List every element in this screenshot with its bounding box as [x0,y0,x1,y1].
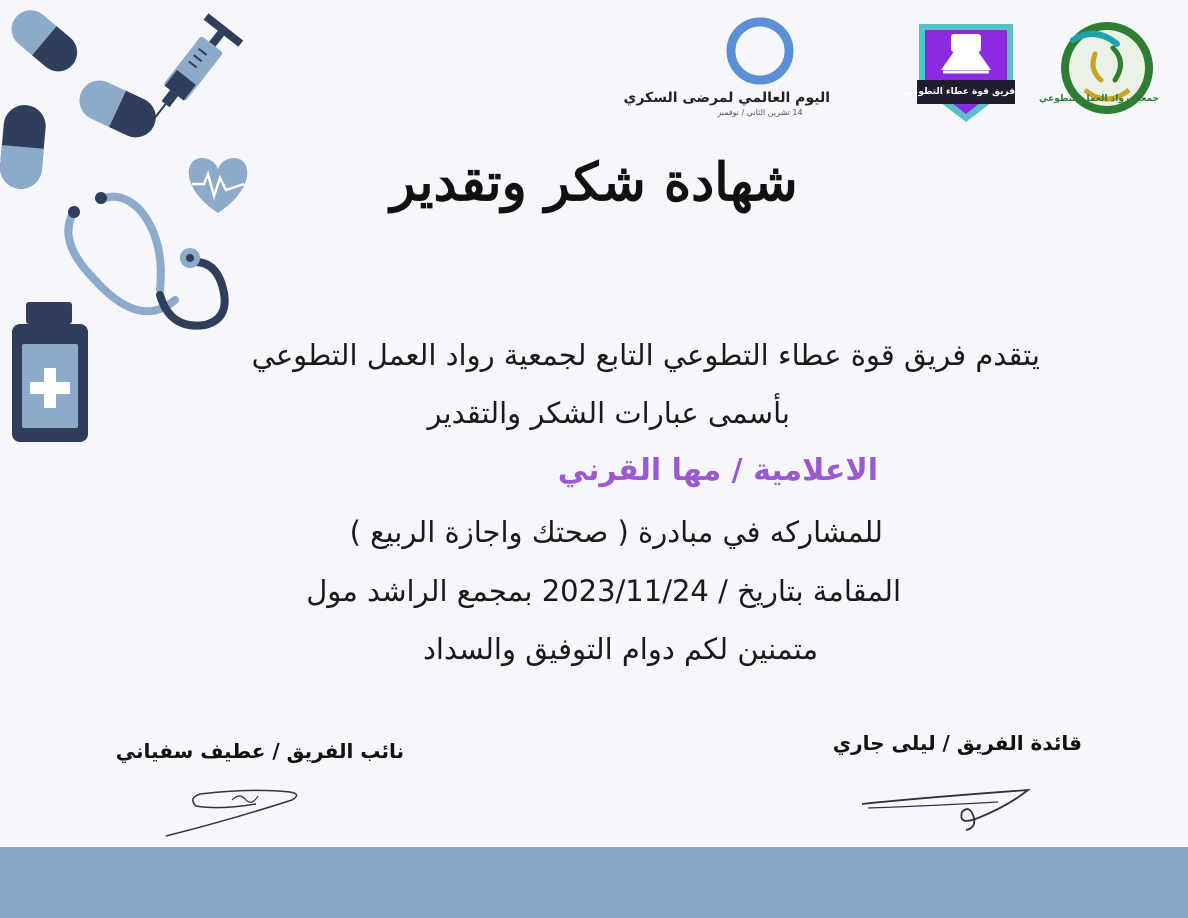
team-logo [903,20,1017,124]
pill-icon [4,2,85,79]
medicine-bottle-icon [12,302,88,442]
bottom-band [0,847,1188,918]
thanks-line: بأسمى عبارات الشكر والتقدير [427,396,790,430]
deputy-signature [160,782,310,842]
diabetes-day-date: 14 تشرين الثاني / نوفمبر [717,108,803,117]
leader-signature [858,784,1033,834]
pill-icon [73,74,162,144]
certificate-title: شهادة شكر وتقدير [390,152,798,213]
event-date-line: المقامة بتاريخ / 2023/11/24 بمجمع الراشد مول [306,574,901,608]
intro-line: يتقدم فريق قوة عطاء التطوعي التابع لجمعية رواد العمل التطوعي [251,338,1040,372]
association-logo-name: جمعية رواد العمل التطوعي [1038,94,1159,104]
association-logo [1038,18,1159,118]
honoree-name: الاعلامية / مها القرني [557,453,878,488]
team-logo-name: فريق قوة عطاء التطوعي [903,87,1015,97]
initiative-line: للمشاركه في مبادرة ( صحتك واجازة الربيع ) [349,515,883,549]
diabetes-day-title: اليوم العالمي لمرضى السكري [623,90,830,106]
deputy-signature-label: نائب الفريق / عطيف سفياني [115,739,404,763]
team-shield-icon [903,20,1017,124]
medical-decoration [0,0,290,460]
wishes-line: متمنين لكم دوام التوفيق والسداد [423,632,818,666]
blue-ring-icon [723,14,797,88]
leader-signature-label: قائدة الفريق / ليلى جاري [832,731,1082,755]
world-diabetes-day-logo [623,14,830,126]
